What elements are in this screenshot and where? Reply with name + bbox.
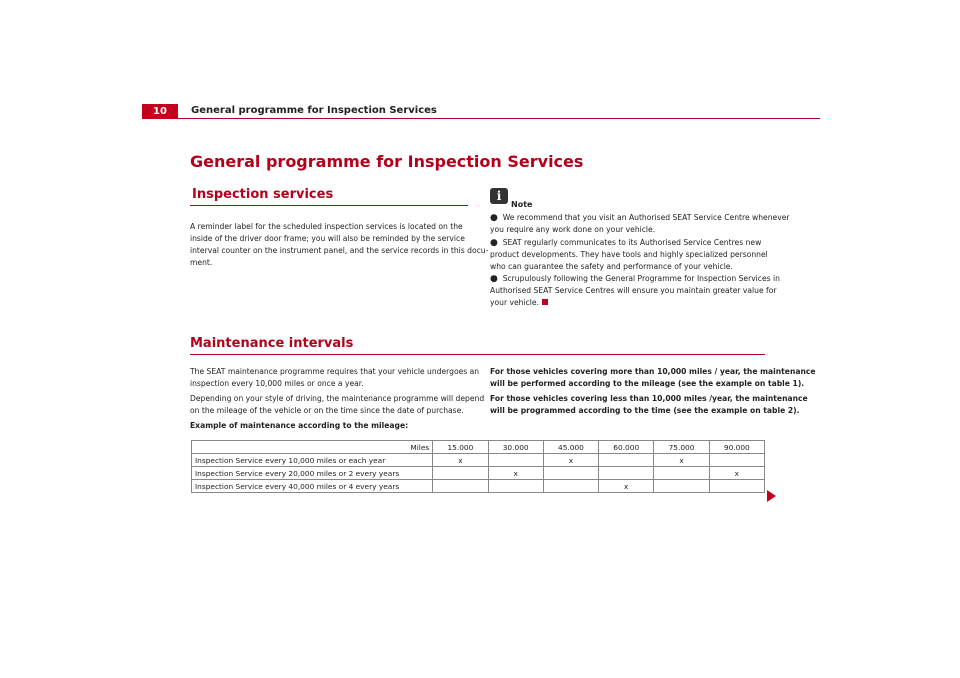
maintenance-paragraph-2: Depending on your style of driving, the maintenance programme will depend on the mileage of the vehicle or on the time since the date of purchase. <box>190 394 485 415</box>
inspection-heading-divider <box>190 205 468 206</box>
table-header-cell: 30.000 <box>488 441 543 454</box>
table-row-label: Inspection Service every 10,000 miles or each year <box>192 454 433 467</box>
table-header-cell: 45.000 <box>543 441 598 454</box>
table-cell <box>543 467 598 480</box>
maintenance-table <box>191 440 765 493</box>
table-row-label: Inspection Service every 20,000 miles or 2 every years <box>192 467 433 480</box>
table-header-cell: 90.000 <box>709 441 764 454</box>
table-header-row <box>192 441 765 454</box>
table-cell <box>543 480 598 493</box>
note-bullet-1: ● We recommend that you visit an Authorised SEAT Service Centre whenever you require any work done on your vehicle. <box>490 213 790 234</box>
table-row <box>192 467 765 480</box>
table-cell: x <box>543 454 598 467</box>
table-cell <box>488 454 543 467</box>
table-cell: x <box>433 454 488 467</box>
table-cell <box>599 467 654 480</box>
table-header-cell: 75.000 <box>654 441 709 454</box>
table-cell <box>433 480 488 493</box>
bullet-icon: ● <box>490 238 498 248</box>
note-bullet-2: ● SEAT regularly communicates to its Authorised Service Centres new product developments. They have tools and highly specialized personnel who can guarantee the safety and performance of your vehicle. <box>490 238 768 271</box>
table-cell <box>599 454 654 467</box>
table-cell: x <box>709 467 764 480</box>
table-cell <box>488 480 543 493</box>
table-cell: x <box>654 454 709 467</box>
table-row <box>192 454 765 467</box>
table-cell <box>433 467 488 480</box>
info-icon: i <box>490 188 508 204</box>
running-title: General programme for Inspection Services <box>191 105 437 116</box>
bullet-icon: ● <box>490 213 498 223</box>
maintenance-paragraph-1: The SEAT maintenance programme requires that your vehicle undergoes an inspection every 10,000 miles or once a year. <box>190 367 480 388</box>
maintenance-right-paragraph-1: For those vehicles covering more than 10,000 miles / year, the maintenance will be performed according to the mileage (see the example on table 1). <box>490 367 816 388</box>
page-title: General programme for Inspection Services <box>190 152 584 171</box>
table-cell: x <box>599 480 654 493</box>
section-end-icon <box>542 299 548 305</box>
note-bullet-3: ● Scrupulously following the General Programme for Inspection Services in Authorised SEAT Service Centres will ensure you maintain greater value for your vehicle. <box>490 274 780 307</box>
maintenance-intervals-heading: Maintenance intervals <box>190 336 354 351</box>
table-header-label: Miles <box>192 441 433 454</box>
table-cell <box>654 480 709 493</box>
maintenance-right-paragraph-2: For those vehicles covering less than 10,000 miles /year, the maintenance will be programmed according to the time (see the example on table 2). <box>490 394 808 415</box>
table-row <box>192 480 765 493</box>
maintenance-heading-divider <box>190 354 765 355</box>
table-header-cell: 60.000 <box>599 441 654 454</box>
table-cell <box>654 467 709 480</box>
next-page-arrow-icon[interactable] <box>767 490 776 502</box>
table-cell <box>709 454 764 467</box>
table-cell <box>709 480 764 493</box>
table-cell: x <box>488 467 543 480</box>
header-divider <box>175 118 820 119</box>
table-row-label: Inspection Service every 40,000 miles or 4 every years <box>192 480 433 493</box>
inspection-services-heading: Inspection services <box>192 187 334 202</box>
table-header-cell: 15.000 <box>433 441 488 454</box>
bullet-icon: ● <box>490 274 498 284</box>
example-label: Example of maintenance according to the mileage: <box>190 421 409 430</box>
page-number: 10 <box>142 104 178 119</box>
note-label: Note <box>511 200 533 209</box>
inspection-paragraph: A reminder label for the scheduled inspection services is located on the inside of the driver door frame; you will also be reminded by the service interval counter on the instrument panel, and the service records in this docu- ment. <box>190 222 489 267</box>
